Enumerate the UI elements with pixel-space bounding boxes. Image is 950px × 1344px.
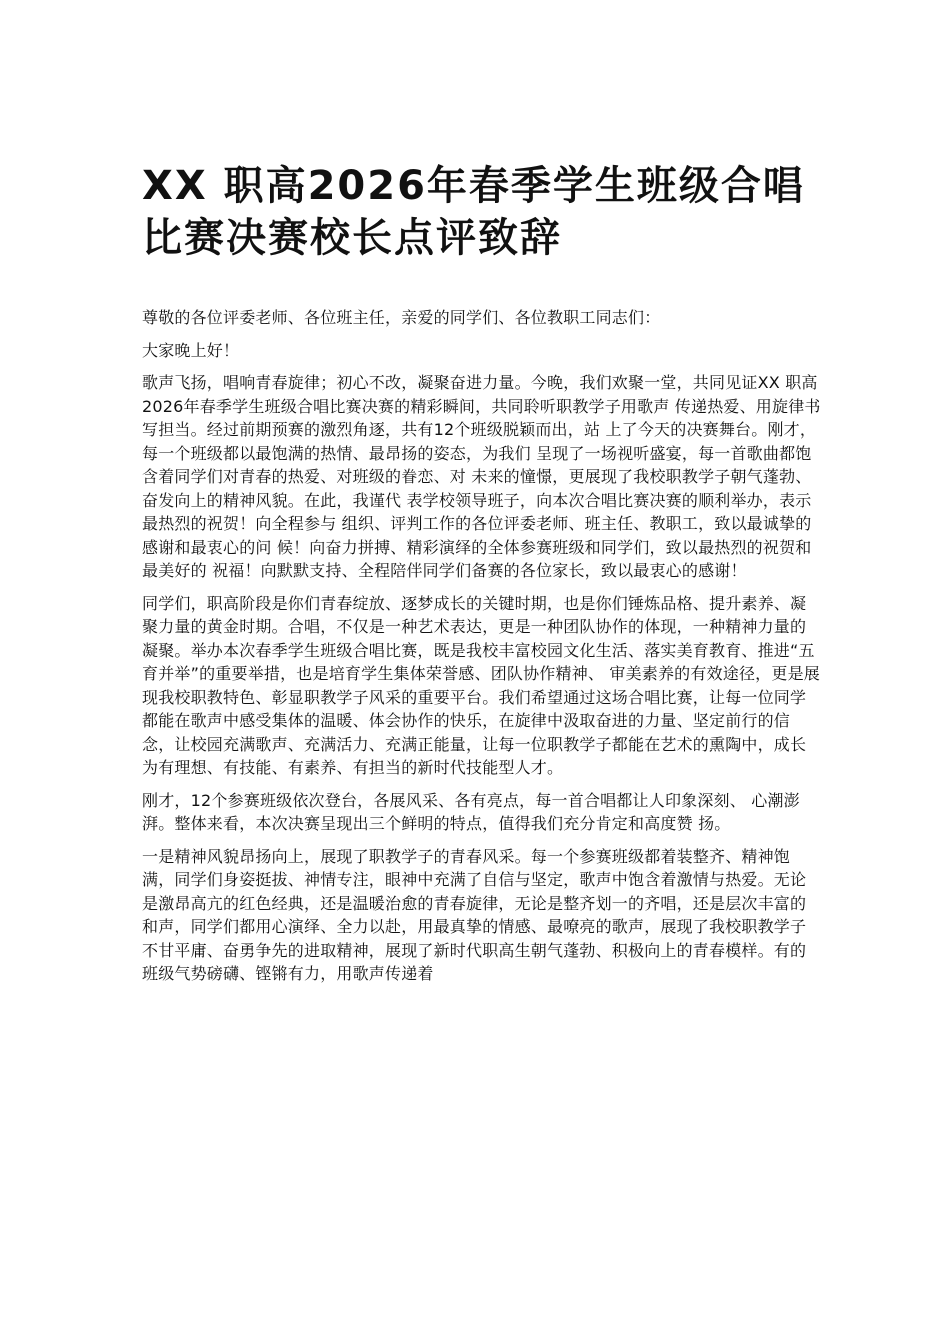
body-paragraph: 歌声飞扬，唱响青春旋律；初心不改，凝聚奋进力量。今晚，我们欢聚一堂，共同见证XX 职高2026年春季学生班级合唱比赛决赛的精彩瞬间，共同聆听职教学子用歌声 传递热爱、用旋律书写担当。经过前期预赛的激烈角逐，共有12个班级脱颖而出，站 上了今天的决赛舞台。刚才，每一个班级都以最饱满的热情、最昂扬的姿态，为我们 呈现了一场视听盛宴，每一首歌曲都饱含着同学们对青春的热爱、对班级的眷恋、对 未来的憧憬，更展现了我校职教学子朝气蓬勃、奋发向上的精神风貌。在此，我谨代 表学校领导班子，向本次合唱比赛决赛的顺利举办，表示最热烈的祝贺！向全程参与 组织、评判工作的各位评委老师、班主任、教职工，致以最诚挚的感谢和最衷心的问 候！向奋力拼搏、精彩演绎的全体参赛班级和同学们，致以最热烈的祝贺和最美好的 祝福！向默默支持、全程陪伴同学们备赛的各位家长，致以最衷心的感谢！ <box>142 373 821 580</box>
greeting-paragraph: 大家晚上好！ <box>142 340 240 360</box>
document-body <box>142 306 822 995</box>
body-paragraph: 同学们，职高阶段是你们青春绽放、逐梦成长的关键时期，也是你们锤炼品格、提升素养、凝聚力量的黄金时期。合唱，不仅是一种艺术表达，更是一种团队协作的体现，一种精神力量的凝聚。举办本次春季学生班级合唱比赛，既是我校丰富校园文化生活、落实美育教育、推进“五育并举”的重要举措，也是培育学生集体荣誉感、团队协作精神、 审美素养的有效途径，更是展现我校职教特色、彰显职教学子风采的重要平台。我们希望通过这场合唱比赛，让每一位同学都能在歌声中感受集体的温暖、体会协作的快乐，在旋律中汲取奋进的力量、坚定前行的信念，让校园充满歌声、充满活力、充满正能量，让每一位职教学子都能在艺术的熏陶中，成长为有理想、有技能、有素养、有担当的新时代技能型人才。 <box>142 593 820 777</box>
document-title: XX 职高2026年春季学生班级合唱 比赛决赛校长点评致辞 <box>142 163 805 261</box>
body-paragraph: 刚才，12个参赛班级依次登台，各展风采、各有亮点，每一首合唱都让人印象深刻、 心潮澎湃。整体来看，本次决赛呈现出三个鲜明的特点，值得我们充分肯定和高度赞 扬。 <box>142 790 800 833</box>
body-paragraph: 一是精神风貌昂扬向上，展现了职教学子的青春风采。每一个参赛班级都着装整齐、精神饱满，同学们身姿挺拔、神情专注，眼神中充满了自信与坚定，歌声中饱含着激情与热爱。无论是激昂高亢的红色经典，还是温暖治愈的青春旋律，无论是整齐划一的齐唱，还是层次丰富的和声，同学们都用心演绎、全力以赴，用最真挚的情感、最嘹亮的歌声，展现了我校职教学子不甘平庸、奋勇争先的进取精神，展现了新时代职高生朝气蓬勃、积极向上的青春模样。有的班级气势磅礴、铿锵有力，用歌声传递着 <box>142 846 807 983</box>
salutation-paragraph: 尊敬的各位评委老师、各位班主任，亲爱的同学们、各位教职工同志们： <box>142 308 661 327</box>
